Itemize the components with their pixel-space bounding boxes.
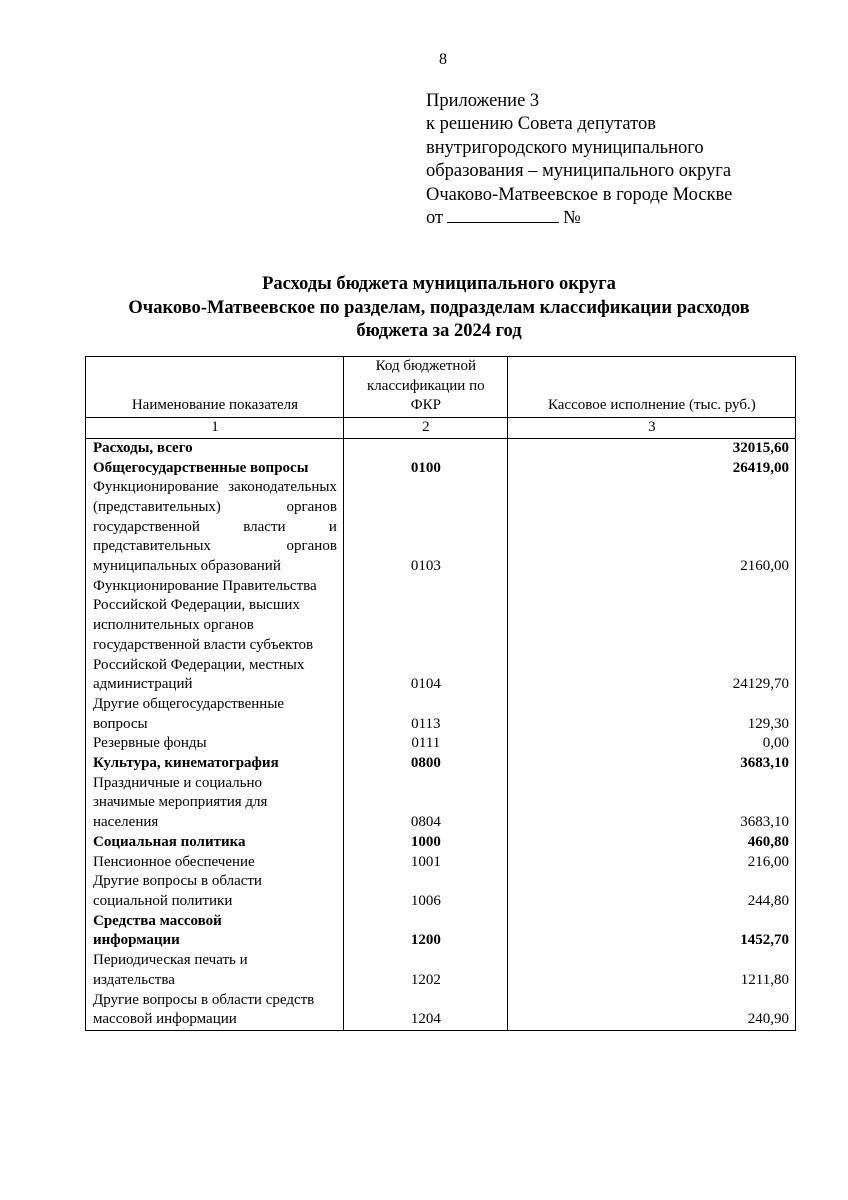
row-value: 460,80	[507, 833, 795, 853]
table-row	[86, 438, 796, 458]
row-name: Другие вопросы в области средств массовой информации	[86, 991, 344, 1031]
table-row	[86, 872, 796, 911]
table-row	[86, 774, 796, 833]
row-name: Расходы, всего	[86, 438, 344, 458]
row-code: 1204	[343, 991, 507, 1031]
row-code: 1006	[343, 872, 507, 911]
row-code: 1202	[343, 951, 507, 990]
appendix-date-line	[426, 207, 826, 230]
row-value: 26419,00	[507, 459, 795, 479]
column-number: 2	[343, 418, 507, 439]
row-name: Социальная политика	[86, 833, 344, 853]
header-value: Кассовое исполнение (тыс. руб.)	[507, 357, 795, 418]
row-name: Культура, кинематография	[86, 754, 344, 774]
row-code: 0104	[343, 577, 507, 695]
row-value: 0,00	[507, 734, 795, 754]
row-value: 3683,10	[507, 754, 795, 774]
row-value: 129,30	[507, 695, 795, 734]
table-row	[86, 912, 796, 951]
number-sign: №	[563, 208, 581, 229]
row-name: Другие общегосударственные вопросы	[86, 695, 344, 734]
row-code: 0111	[343, 734, 507, 754]
column-number: 3	[507, 418, 795, 439]
row-code: 0804	[343, 774, 507, 833]
table-header-row	[86, 357, 796, 418]
row-code: 0100	[343, 459, 507, 479]
row-name: Средства массовой информации	[86, 912, 344, 951]
table-row	[86, 577, 796, 695]
appendix-line: внутригородского муниципального	[426, 137, 704, 158]
row-code: 1000	[343, 833, 507, 853]
row-name: Резервные фонды	[86, 734, 344, 754]
row-value: 216,00	[507, 853, 795, 873]
table-row	[86, 754, 796, 774]
title-line: бюджета за 2024 год	[356, 321, 522, 341]
row-name: Пенсионное обеспечение	[86, 853, 344, 873]
table-row	[86, 991, 796, 1031]
date-prefix: от	[426, 208, 444, 229]
row-value: 244,80	[507, 872, 795, 911]
table-row	[86, 478, 796, 577]
appendix-block	[426, 90, 826, 230]
row-name: Функционирование законодательных (представительных) органов государственной власти и представительных органов муниципальных образований	[86, 478, 344, 577]
row-name: Периодическая печать и издательства	[86, 951, 344, 990]
document-title	[70, 273, 808, 344]
row-value: 1211,80	[507, 951, 795, 990]
row-value: 32015,60	[507, 438, 795, 458]
row-value: 2160,00	[507, 478, 795, 577]
row-code: 1001	[343, 853, 507, 873]
date-blank-line	[447, 207, 559, 223]
page-number: 8	[439, 51, 447, 68]
row-value: 24129,70	[507, 577, 795, 695]
row-name: Праздничные и социально значимые мероприятия для населения	[86, 774, 344, 833]
row-name: Общегосударственные вопросы	[86, 459, 344, 479]
row-code: 0113	[343, 695, 507, 734]
row-code	[343, 438, 507, 458]
budget-table	[85, 356, 796, 1031]
appendix-line: образования – муниципального округа	[426, 161, 732, 182]
row-name: Другие вопросы в области социальной политики	[86, 872, 344, 911]
appendix-line: Приложение 3	[426, 91, 540, 111]
column-number: 1	[86, 418, 344, 439]
header-code: Код бюджетной классификации по ФКР	[343, 357, 507, 418]
column-number-row	[86, 418, 796, 439]
table-row	[86, 734, 796, 754]
row-value: 240,90	[507, 991, 795, 1031]
title-line: Очаково-Матвеевское по разделам, подразделам классификации расходов	[128, 297, 750, 318]
table-row	[86, 459, 796, 479]
appendix-line: Очаково-Матвеевское в городе Москве	[426, 184, 733, 205]
row-value: 3683,10	[507, 774, 795, 833]
table-row	[86, 695, 796, 734]
table-row	[86, 833, 796, 853]
row-code: 0800	[343, 754, 507, 774]
appendix-line: к решению Совета депутатов	[426, 114, 656, 135]
row-value: 1452,70	[507, 912, 795, 951]
row-code: 1200	[343, 912, 507, 951]
title-line: Расходы бюджета муниципального округа	[262, 274, 616, 294]
table-row	[86, 951, 796, 990]
header-name: Наименование показателя	[86, 357, 344, 418]
table-row	[86, 853, 796, 873]
row-name: Функционирование Правительства Российской Федерации, высших исполнительных органов государственной власти субъектов Российской Федерации, местных администраций	[86, 577, 344, 695]
row-code: 0103	[343, 478, 507, 577]
